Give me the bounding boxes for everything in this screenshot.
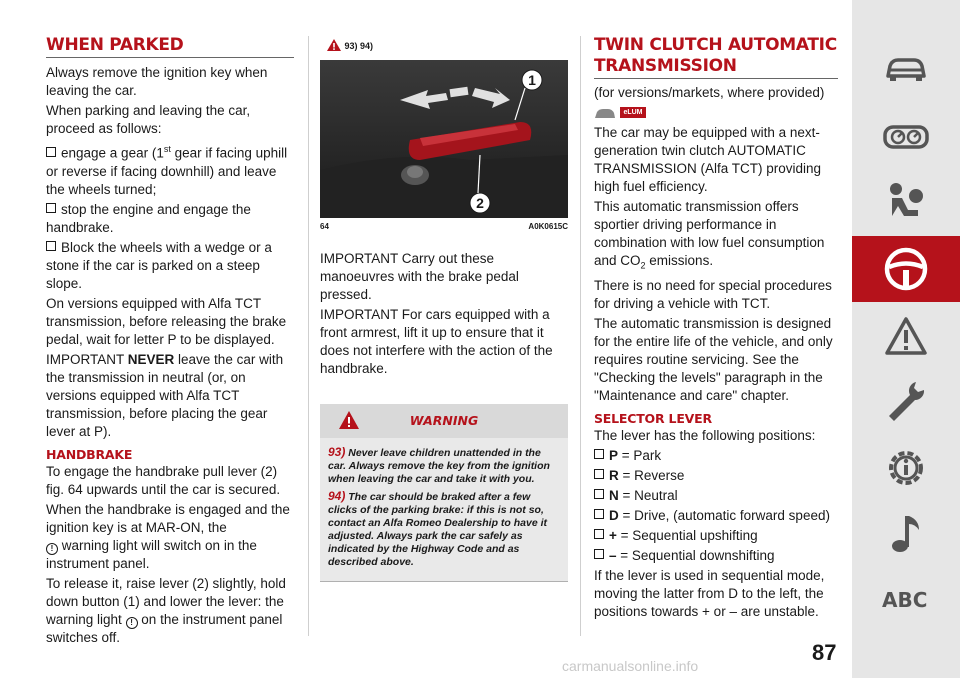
paragraph: The car may be equipped with a next-generation twin clutch AUTOMATIC TRANSMISSION (Alfa TCT) providing high fuel efficiency. [594,125,822,194]
steering-wheel-icon [883,246,929,292]
title-rule [594,78,838,79]
paragraph: The lever has the following positions: [594,427,816,443]
paragraph: If the lever is used in sequential mode, moving the latter from D to the left, the positions towards + or – are unstable. [594,567,825,619]
wrench-icon [886,380,926,424]
bullet-box-icon [594,449,604,459]
sidebar-item-index[interactable] [852,570,960,636]
chapter-sidebar [852,0,960,678]
car-icon [884,54,928,84]
page-number: 87 [812,640,837,665]
figure-caption [320,222,568,231]
bullet-box-icon [594,469,604,479]
paragraph: IMPORTANT For cars equipped with a front armrest, lift it up to ensure that it does not interfere with the action of the handbrake. [320,307,553,376]
warning-triangle-icon [326,38,342,52]
warning-item: 94) The car should be braked after a few clicks of the parking brake: if this is not so, contact an Alfa Romeo Dealership to have it adjusted. Always park the car safely as indicated by the Highway Code and as described above. [328,489,547,568]
col3-body [594,84,838,623]
section-title-tct: TWIN CLUTCH AUTOMATIC TRANSMISSION [594,35,837,76]
list-item: – = Sequential downshifting [594,547,838,565]
paragraph: IMPORTANT NEVER leave the car with the transmission in neutral (or, on versions equipped with Alfa TCT transmission, before placing the gear lever at P). [46,351,284,439]
callout-1: 1 [528,72,536,88]
bullet-box-icon [594,529,604,539]
column-divider [308,36,309,636]
sidebar-item-maintenance[interactable] [852,370,960,436]
column-divider [580,36,581,636]
warning-header [320,404,568,438]
subsection-title-handbrake: HANDBRAKE [46,446,133,462]
paragraph: IMPORTANT Carry out these manoeuvres with the brake pedal pressed. [320,251,519,302]
paragraph: When the handbrake is engaged and the ignition key is at MAR-ON, the ! warning light will switch on in the instrument panel. [46,501,290,571]
figure-number: 64 [320,222,329,231]
sidebar-item-instruments[interactable] [852,104,960,170]
paragraph: To engage the handbrake pull lever (2) fig. 64 upwards until the car is secured. [46,463,281,497]
paragraph: To release it, raise lever (2) slightly, hold down button (1) and lower the lever: the warning light ! on the instrument panel switches off. [46,575,286,645]
paragraph: This automatic transmission offers sportier driving performance in combination with low fuel consumption and $CO_2$ emissions. [594,199,825,271]
bullet-box-icon [594,489,604,499]
list-item: R = Reverse [594,467,838,485]
warning-triangle-icon [884,316,928,356]
paragraph: On versions equipped with Alfa TCT transmission, before releasing the brake pedal, wait for letter P to be displayed. [46,295,287,347]
paragraph: Always remove the ignition key when leaving the car. [46,65,268,98]
brake-warning-light-icon: ! [46,543,58,555]
gauges-icon [883,124,929,150]
paragraph: The automatic transmission is designed for the entire life of the vehicle, and only requires routine servicing. See the "Checking the levels" paragraph in the "Maintenance and care" chapter. [594,315,833,403]
elum-badge: eLUM [620,107,645,118]
paragraph: (for versions/markets, where provided) [594,85,825,100]
gear-info-icon [884,446,928,490]
airbag-person-icon [886,180,926,220]
brake-warning-light-icon: ! [126,617,138,629]
warning-title: WARNING [409,413,479,428]
paragraph: There is no need for special procedures for driving a vehicle with TCT. [594,277,832,311]
handbrake-figure [320,60,568,218]
bullet-box-icon [46,241,56,251]
list-item: P = Park [594,447,838,465]
callout-2: 2 [476,195,484,211]
list-item: N = Neutral [594,487,838,505]
sidebar-item-multimedia[interactable] [852,502,960,568]
sidebar-item-starting-driving[interactable] [852,236,960,302]
sidebar-item-technical-data[interactable] [852,436,960,502]
abc-index-label: ABC [882,588,928,612]
music-note-icon [889,512,923,556]
col2-body [320,250,568,380]
bullet-box-icon [46,203,56,213]
sidebar-item-safety[interactable] [852,168,960,234]
sidebar-item-emergency[interactable] [852,304,960,370]
list-item: engage a gear (1st gear if facing uphill or reverse if facing downhill) and leave the wheels turned; [46,144,288,197]
subsection-title-selector-lever: SELECTOR LEVER [594,410,712,426]
paragraph: When parking and leaving the car, proceed as follows: [46,103,251,136]
list-item: stop the engine and engage the handbrake. [46,201,251,235]
bullet-box-icon [46,147,56,157]
bullet-box-icon [594,509,604,519]
watermark: carmanualsonline.info [562,658,699,674]
handbrake-illustration [320,60,568,218]
warning-refs: 93) 94) [326,38,373,52]
col1-body [46,64,296,649]
sidebar-item-car[interactable] [852,36,960,102]
section-title-when-parked: WHEN PARKED [46,35,184,55]
car-silhouette-icon [594,106,616,120]
version-badge-row [594,104,838,120]
warning-box [320,404,568,582]
list-item: D = Drive, (automatic forward speed) [594,507,838,525]
list-item: Block the wheels with a wedge or a stone if the car is parked on a steep slope. [46,239,272,291]
list-item: + = Sequential upshifting [594,527,838,545]
figure-code: A0K0615C [528,222,568,231]
bullet-box-icon [594,549,604,559]
warning-item: 93) Never leave children unattended in the car. Always remove the key from the ignition when leaving the car and take it with you. [328,445,550,485]
title-rule [46,57,294,58]
warning-content [320,438,568,582]
